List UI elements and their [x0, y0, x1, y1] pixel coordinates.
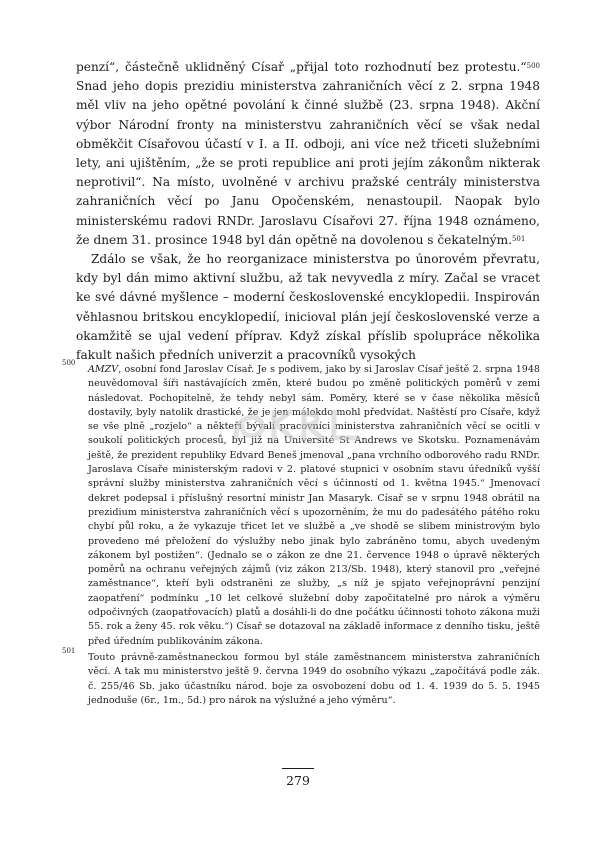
- paragraph-1: [76, 58, 540, 250]
- paragraph-1-lead: penzí“, částečně uklidněný Císař „přijal toto rozhodnutí bez protestu.“: [76, 60, 527, 74]
- paragraph-2: Zdálo se však, že ho reorganizace ministerstva po únorovém převratu, kdy byl dán mimo aktivní službu, až tak nevyvedla z míry. Začal se vracet ke své dávné myšlence – moderní československé encyklopedii. Inspirován věhlasnou britskou encyklopedií, inicioval plán její československé verze a okamžitě se ujal vedení příprav. Když získal příslib spolupráce několika fakult našich předních univerzit a pracovníků vysokých: [76, 252, 540, 363]
- footnotes: [62, 359, 540, 708]
- folio-rule: [282, 768, 314, 769]
- footnote-archive-abbr: AMZV: [88, 364, 119, 375]
- footnote-ref-500[interactable]: 500: [526, 62, 540, 70]
- main-text: [76, 58, 540, 365]
- footnote-text: , osobní fond Jaroslav Císař. Je s podivem, jako by si Jaroslav Císař ještě 2. srpna 1948 neuvědomoval šíři nastávajících změn, které budou po změně politických poměrů v zemi následovat. Pochopitelně, že tehdy nebyl sám. Poměry, které se v čase několika měsíců dostavily, byly natolik drastické, že je jen málokdo mohl předvídat. Naštěstí pro Císaře, když se vše plně „rozjelo“ a někteří bývalí pracovníci ministerstva zahraničních věcí se ocitli v soukolí politických procesů, byl již na Université St Andrews ve Skotsku. Poznamenávám ještě, že prezident republiky Edvard Beneš jmenoval „pana vrchního odborového radu RNDr. Jaroslava Císaře ministerským radovi v 2. platové stupnici v osobním stavu úředníků vyšší správní služby ministerstva zahraničních věcí s účinností od 1. května 1945.“ Jmenovací dekret podepsal i příslušný resortní ministr Jan Masaryk. Císař se v srpnu 1948 obrátil na prezidium ministerstva zahraničních věcí s upozorněním, že mu do padesátého pátého roku chybí půl roku, a že vykazuje třicet let ve službě a „ve shodě se slibem ministrovým bylo provedeno mé přeložení do výslužby nebo jinak bylo zabráněno tomu, abych uvedeným zákonem byl postižen“. (Jednalo se o zákon ze dne 21. července 1948 o úpravě některých poměrů na ochranu veřejných zájmů (viz zákon 213/Sb. 1948), který stanovil pro „veřejné zaměstnance“, kteří byli odstraněni ze služby, „s níž je spjato veřejnoprávní penzijní zaopatření“ podmínku „10 let celkové služební doby započitatelné pro nárok a výměru odpočivných (zaopatřovacích) platů a dosáhli-li do dne počátku účinnosti tohoto zákona muži 55. rok a ženy 45. rok věku.“) Císař se dotazoval na základě informace z denního tisku, ještě před úředním publikováním zákona.: [88, 364, 540, 647]
- footnote-ref-501[interactable]: 501: [511, 234, 526, 243]
- paragraph-1-rest: Snad jeho dopis prezidiu ministerstva zahraničních věcí z 2. srpna 1948 měl vliv na jeho opětné povolání k činné službě (23. srpna 1948). Akční výbor Národní fronty na ministerstvu zahraničních věcí se však nedal obměkčit Císařovou účastí v I. a II. odboji, ani více než třiceti služebními lety, ani ujištěním, „že se proti republice ani proti jejím zákonům nikterak neprotivil“. Na místo, uvolněné v archivu pražské centrály ministerstva zahraničních věcí po Janu Opočenském, nenastoupil. Naopak bylo ministerskému radovi RNDr. Jaroslavu Císařovi 27. října 1948 oznámeno, že dnem 31. prosince 1948 byl dán opětně na dovolenou s čekatelným.: [76, 79, 540, 247]
- footnote-500: 500 AMZV, osobní fond Jaroslav Císař. Je s podivem, jako by si Jaroslav Císař ještě 2. srpna 1948 neuvědomoval šíři nastávajících změn, které budou po změně politických poměrů v zemi následovat. Pochopitelně, že tehdy nebyl sám. Poměry, které se v čase několika měsíců dostavily, byly natolik drastické, že je jen málokdo mohl předvídat. Naštěstí pro Císaře, když se vše plně „rozjelo“ a někteří bývalí pracovníci ministerstva zahraničních věcí se ocitli v soukolí politických procesů, byl již na Université St Andrews ve Skotsku. Poznamenávám ještě, že prezident republiky Edvard Beneš jmenoval „pana vrchního odborového radu RNDr. Jaroslava Císaře ministerským radovi v 2. platové stupnici v osobním stavu úředníků vyšší správní služby ministerstva zahraničních věcí s účinností od 1. května 1945.“ Jmenovací dekret podepsal i příslušný resortní ministr Jan Masaryk. Císař se v srpnu 1948 obrátil na prezidium ministerstva zahraničních věcí s upozorněním, že mu do padesátého pátého roku chybí půl roku, a že vykazuje třicet let ve službě a „ve shodě se slibem ministrovým bylo provedeno mé přeložení do výslužby nebo jinak bylo zabráněno tomu, abych uvedeným zákonem byl postižen“. (Jednalo se o zákon ze dne 21. července 1948 o úpravě některých poměrů na ochranu veřejných zájmů (viz zákon 213/Sb. 1948), který stanovil pro „veřejné zaměstnance“, kteří byli odstraněni ze služby, „s níž je spjato veřejnoprávní penzijní zaopatření“ podmínku „10 let celkové služební doby započitatelné pro nárok a výměru odpočivných (zaopatřovacích) platů a dosáhli-li do dne počátku účinnosti tohoto zákona muži 55. rok a ženy 45. rok věku.“) Císař se dotazoval na základě informace z denního tisku, ještě před úředním publikováním zákona.: [62, 359, 540, 647]
- footnote-text: Touto právně-zaměstnaneckou formou byl stále zaměstnancem ministerstva zahraničních věcí. A tak mu ministerstvo ještě 9. června 1949 do osobního výkazu „započítává podle zák. č. 255/46 Sb. jako účastníku národ. boje za osvobození dobu od 1. 4. 1939 do 5. 5. 1945 jednoduše (6r., 1m., 5d.) pro nárok na výslužné a jeho výměru“.: [88, 651, 540, 706]
- footnote-501: 501 Touto právně-zaměstnaneckou formou byl stále zaměstnancem ministerstva zahraničních věcí. A tak mu ministerstvo ještě 9. června 1949 do osobního výkazu „započítává podle zák. č. 255/46 Sb. jako účastníku národ. boje za osvobození dobu od 1. 4. 1939 do 5. 5. 1945 jednoduše (6r., 1m., 5d.) pro nárok na výslužné a jeho výměru“.: [62, 646, 540, 706]
- page-number: 279: [286, 773, 310, 788]
